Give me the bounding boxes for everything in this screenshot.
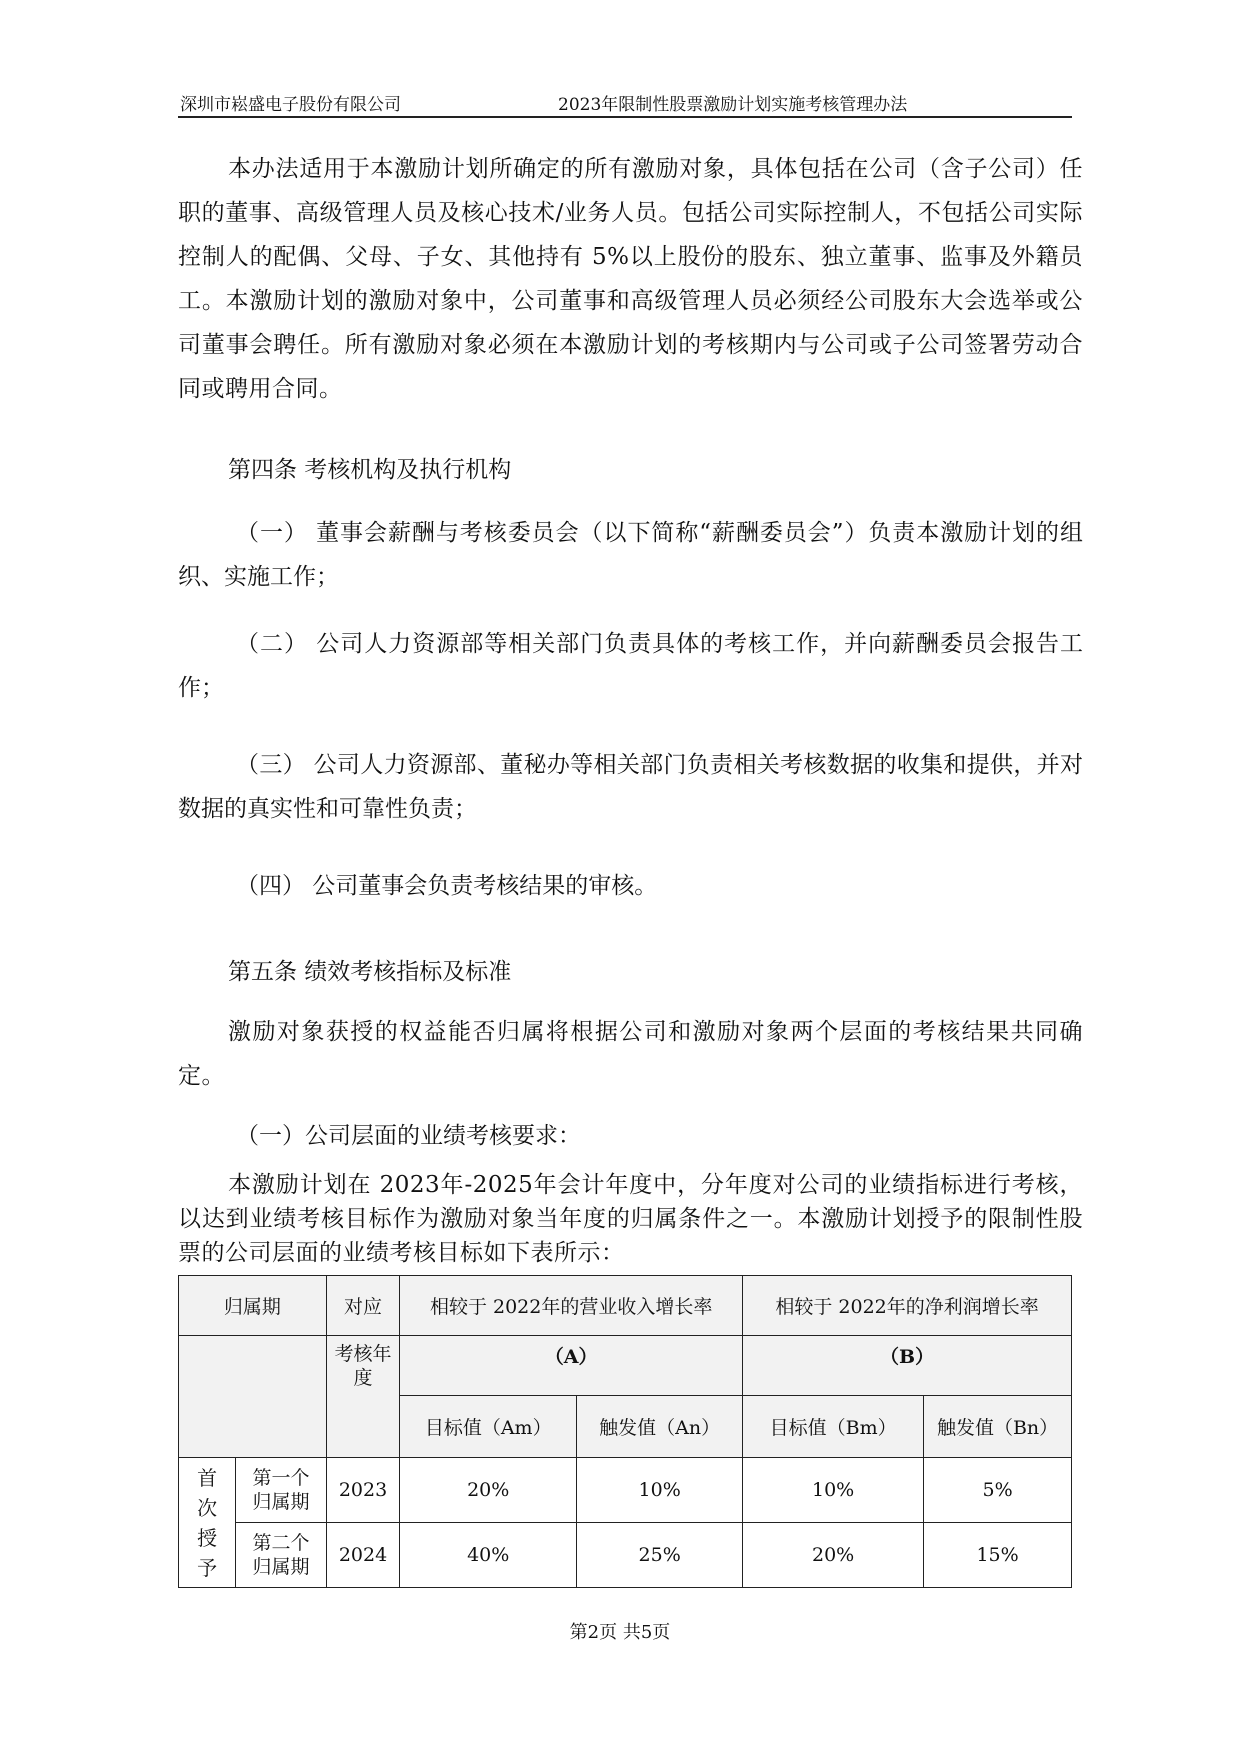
header-profit-growth: 相较于 2022年的净利润增长率 [743,1276,1072,1336]
performance-target-table [178,1275,1072,1588]
article-4-item-2: （二） 公司人力资源部等相关部门负责具体的考核工作，并向薪酬委员会报告工作； [178,631,1083,701]
row-bn: 5% [924,1458,1072,1523]
header-am: 目标值（Am） [400,1396,577,1458]
row-an: 25% [577,1523,743,1588]
row-am: 20% [400,1458,577,1523]
row-year: 2024 [326,1523,399,1588]
row-bn: 15% [924,1523,1072,1588]
header-code-b: （B） [743,1336,1072,1396]
header-bn: 触发值（Bn） [924,1396,1072,1458]
header-year-bottom: 考核年度 [326,1336,399,1458]
company-level-title: （一）公司层面的业绩考核要求： [236,1123,581,1149]
header-year-top: 对应 [326,1276,399,1336]
article-5-intro: 激励对象获授的权益能否归属将根据公司和激励对象两个层面的考核结果共同确定。 [178,1019,1083,1089]
header-bm: 目标值（Bm） [743,1396,924,1458]
row-period: 第一个归属期 [236,1458,327,1523]
row-bm: 10% [743,1458,924,1523]
row-bm: 20% [743,1523,924,1588]
article-4-item-4: （四） 公司董事会负责考核结果的审核。 [236,873,658,899]
table-row [179,1523,1072,1588]
row-period: 第二个归属期 [236,1523,327,1588]
group-first-grant: 首次授予 [179,1458,236,1588]
company-level-paragraph: 本激励计划在 2023年-2025年会计年度中，分年度对公司的业绩指标进行考核，以达到业绩考核目标作为激励对象当年度的归属条件之一。本激励计划授予的限制性股票的公司层面的业绩考核目标如下表所示： [178,1172,1083,1266]
article-4-item-1: （一） 董事会薪酬与考核委员会（以下简称“薪酬委员会”）负责本激励计划的组织、实施工作； [178,520,1083,590]
document-title: 2023年限制性股票激励计划实施考核管理办法 [558,95,908,115]
company-name: 深圳市崧盛电子股份有限公司 [180,95,401,115]
article-5-title: 第五条 绩效考核指标及标准 [228,959,512,985]
table-row [179,1458,1072,1523]
page-footer: 第2页 共5页 [569,1622,671,1643]
header-period-blank [179,1336,327,1458]
page-header [178,88,1072,118]
header-revenue-growth: 相较于 2022年的营业收入增长率 [400,1276,743,1336]
article-4-item-3: （三） 公司人力资源部、董秘办等相关部门负责相关考核数据的收集和提供，并对数据的真实性和可靠性负责； [178,752,1083,822]
row-am: 40% [400,1523,577,1588]
header-code-a: （A） [400,1336,743,1396]
header-an: 触发值（An） [577,1396,743,1458]
article-4-title: 第四条 考核机构及执行机构 [228,457,512,483]
scope-paragraph: 本办法适用于本激励计划所确定的所有激励对象，具体包括在公司（含子公司）任职的董事、高级管理人员及核心技术/业务人员。包括公司实际控制人，不包括公司实际控制人的配偶、父母、子女、其他持有 5%以上股份的股东、独立董事、监事及外籍员工。本激励计划的激励对象中，公司董事和高级管理人员必须经公司股东大会选举或公司董事会聘任。所有激励对象必须在本激励计划的考核期内与公司或子公司签署劳动合同或聘用合同。 [178,156,1083,402]
row-an: 10% [577,1458,743,1523]
row-year: 2023 [326,1458,399,1523]
header-period: 归属期 [179,1276,327,1336]
